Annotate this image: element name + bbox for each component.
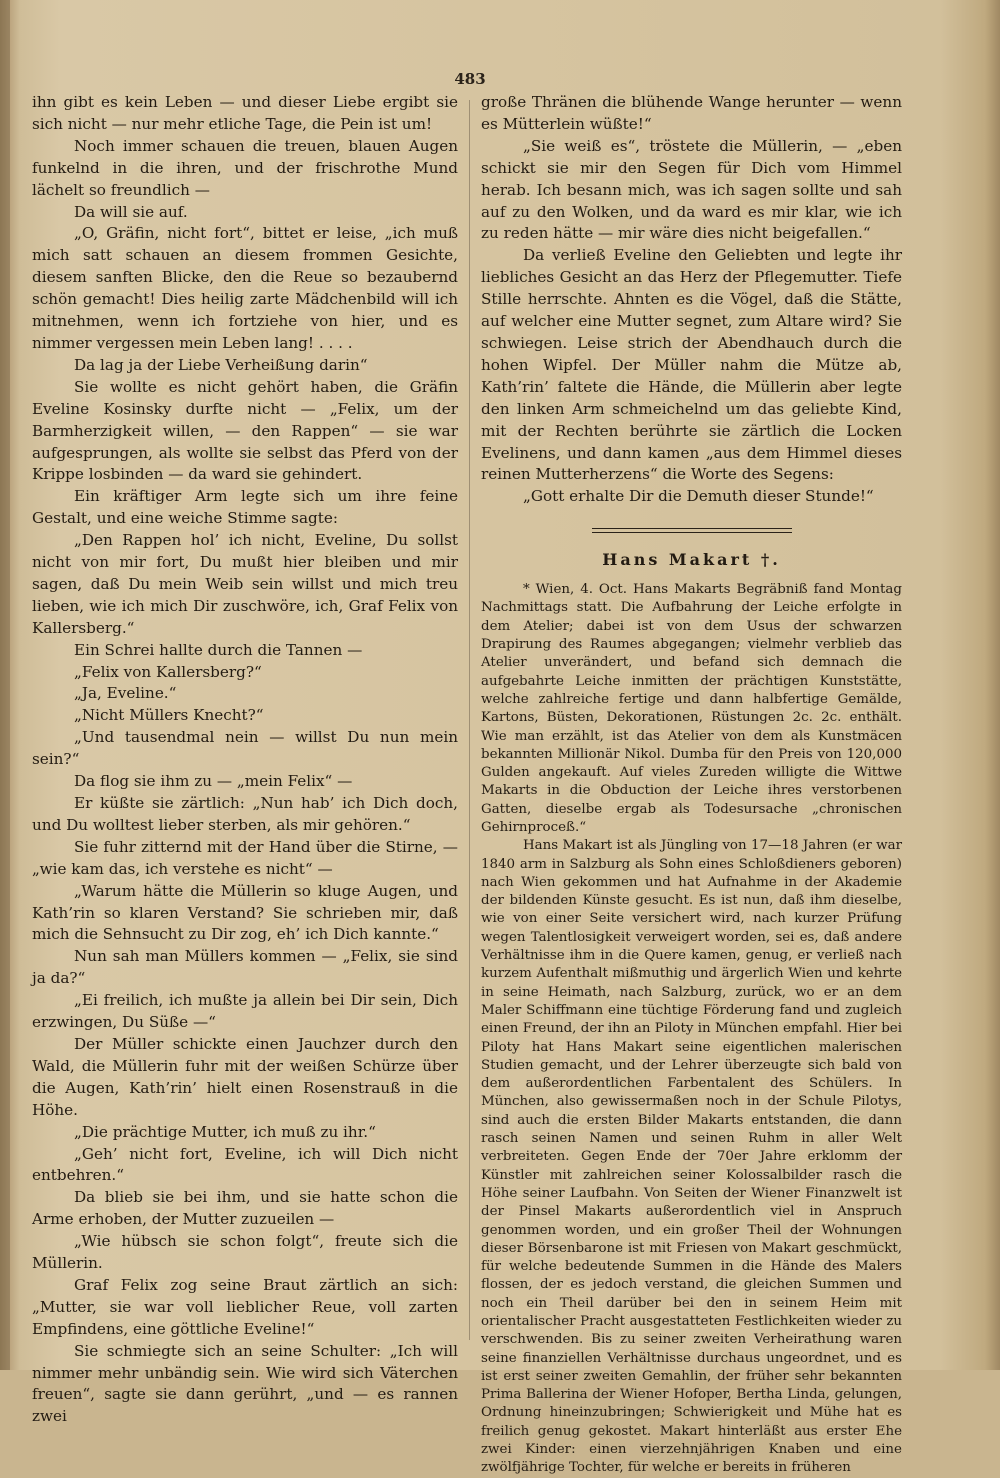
article-heading: Hans Makart †. — [602, 550, 781, 570]
paragraph: „Und tausendmal nein — willst Du nun mein sein?“ — [32, 728, 458, 769]
paragraph: Noch immer schauen die treuen, blauen Augen funkelnd in die ihren, und der frischrothe Mund lächelt so freundlich — — [32, 136, 458, 199]
right-column — [481, 92, 902, 1478]
page-binding-edge — [0, 0, 10, 1370]
paragraph: Sie schmiegte sich an seine Schulter: „Ich will nimmer mehr unbändig sein. Wie wird sich Väterchen freuen“, sagte sie dann gerührt, „und — es rannen zwei — [32, 1341, 458, 1426]
paragraph: „Felix von Kallersberg?“ — [74, 662, 262, 681]
paragraph: „Die prächtige Mutter, ich muß zu ihr.“ — [74, 1122, 376, 1141]
paragraph: „Warum hätte die Müllerin so kluge Augen, und Kath’rin so klaren Verstand? Sie schrieben mir, daß mich die Sehnsucht zu Dir zog, eh’ ich Dich kannte.“ — [32, 881, 458, 944]
paragraph: Sie wollte es nicht gehört haben, die Gräfin Eveline Kosinsky durfte nicht — „Felix, um der Barmherzigkeit willen, — den Rappen“ — sie war aufgesprungen, als wollte sie selbst das Pferd von der Krippe losbinden — da ward sie gehindert. — [32, 377, 458, 484]
paragraph: Ein Schrei hallte durch die Tannen — — [74, 640, 363, 659]
page-number: 483 — [454, 70, 486, 88]
paragraph: Nun sah man Müllers kommen — „Felix, sie sind ja da?“ — [32, 947, 458, 988]
paragraph: „Sie weiß es“, tröstete die Müllerin, — „eben schickt sie mir den Segen für Dich vom Himmel herab. Ich besann mich, was ich sagen sollte und sah auf zu den Wolken, und da ward es mir klar, wie ich zu reden hätte — mir wäre dies nicht beigefallen.“ — [481, 136, 902, 243]
paragraph: Sie fuhr zitternd mit der Hand über die Stirne, — „wie kam das, ich verstehe es nicht“ — — [32, 837, 458, 878]
left-column-story — [32, 92, 458, 1428]
paragraph: „Wie hübsch sie schon folgt“, freute sich die Müllerin. — [32, 1232, 458, 1273]
story-continuation — [481, 92, 902, 508]
paragraph: Der Müller schickte einen Jauchzer durch den Wald, die Müllerin fuhr mit der weißen Schürze über die Augen, Kath’rin’ hielt einen Rosenstrauß in die Höhe. — [32, 1034, 458, 1119]
paragraph: Hans Makart ist als Jüngling von 17—18 Jahren (er war 1840 arm in Salzburg als Sohn eines Schloßdieners geboren) nach Wien gekommen und hat Aufnahme in der Akademie der bildenden Künste gesucht. Es ist nun, daß ihm dieselbe, wie von einer Seite versichert wird, nach kurzer Prüfung wegen Talentlosigkeit verweigert worden, sei es, daß andere Verhältnisse ihm in die Quere kamen, genug, er verließ nach kurzem Aufenthalt mißmuthig und ärgerlich Wien und kehrte in seine Heimath, nach Salzburg, zurück, wo er an dem Maler Schiffmann eine tüchtige Förderung fand und zugleich einen Freund, der ihn an Piloty in München empfahl. Hier bei Piloty hat Hans Makart seine eigentlichen malerischen Studien gemacht, und der Lehrer überzeugte sich bald von dem außerordentlichen Farbentalent des Schülers. In München, also gewissermaßen noch in der Schule Pilotys, sind auch die ersten Bilder Makarts entstanden, die dann rasch seinen Namen und seinen Ruhm in aller Welt verbreiteten. Gegen Ende der 70er Jahre erklomm der Künstler mit zahlreichen seiner Kolossalbilder rasch die Höhe seiner Laufbahn. Von Seiten der Wiener Finanzwelt ist der Pinsel Makarts außerordentlich viel in Anspruch genommen worden, und ein großer Theil der Wohnungen dieser Börsenbarone ist mit Friesen von Makart geschmückt, für welche bedeutende Summen in die Hände des Malers flossen, der es jedoch verstand, die gleichen Summen und noch ein Theil darüber bei den in seinem Heim mit orientalischer Pracht ausgestatteten Festlichkeiten wieder zu verschwenden. Bis zu seiner zweiten Verheirathung waren seine finanziellen Verhältnisse durchaus ungeordnet, und es ist erst seiner zweiten Gemahlin, der früher sehr bekannten Prima Ballerina der Wiener Hofoper, Bertha Linda, gelungen, Ordnung hineinzubringen; Schwierigkeit und Mühe hat es freilich genug gekostet. Makart hinterläßt aus erster Ehe zwei Kinder: einen vierzehnjährigen Knaben und eine zwölfjährige Tochter, für welche er bereits in früheren — [481, 838, 902, 1476]
paragraph: Ein kräftiger Arm legte sich um ihre feine Gestalt, und eine weiche Stimme sagte: — [32, 487, 458, 528]
paragraph: „Ja, Eveline.“ — [74, 684, 177, 703]
paragraph: Da will sie auf. — [74, 202, 188, 221]
section-separator — [592, 528, 792, 533]
paragraph: „Geh’ nicht fort, Eveline, ich will Dich nicht entbehren.“ — [32, 1144, 458, 1185]
paragraph: „Gott erhalte Dir die Demuth dieser Stunde!“ — [523, 487, 874, 506]
paragraph: Da lag ja der Liebe Verheißung darin“ — [74, 355, 368, 374]
paragraph: Da verließ Eveline den Geliebten und legte ihr liebliches Gesicht an das Herz der Pflegemutter. Tiefe Stille herrschte. Ahnten es die Vögel, daß die Stätte, auf welcher eine Mutter segnet, zum Altare wird? Sie schwiegen. Leise strich der Abendhauch durch die hohen Wipfel. Der Müller nahm die Mütze ab, Kath’rin’ faltete die Hände, die Müllerin aber legte den linken Arm schmeichelnd um das geliebte Kind, mit der Rechten berührte sie zärtlich die Locken Evelinens, und dann kamen „aus dem Himmel dieses reinen Mutterherzens“ die Worte des Segens: — [481, 246, 902, 484]
paragraph: „Nicht Müllers Knecht?“ — [74, 706, 264, 725]
paragraph: ihn gibt es kein Leben — und dieser Liebe ergibt sie sich nicht — nur mehr etliche Tage, die Pein ist um! — [32, 93, 458, 133]
paragraph: „Den Rappen hol’ ich nicht, Eveline, Du sollst nicht von mir fort, Du mußt hier bleiben und mir sagen, daß Du mein Weib sein willst und mich treu lieben, wie ich mich Dir zuschwöre, ich, Graf Felix von Kallersberg.“ — [32, 531, 458, 637]
column-divider — [469, 100, 470, 1340]
paragraph: * Wien, 4. Oct. Hans Makarts Begräbniß fand Montag Nachmittags statt. Die Aufbahrung der Leiche erfolgte in dem Atelier; dabei ist von dem Usus der schwarzen Drapirung des Raumes abgegangen; vielmehr verblieb das Atelier unverändert, und befand sich demnach die aufgebahrte Leiche inmitten der prächtigen Kunststätte, welche zahlreiche fertige und dann halbfertige Gemälde, Kartons, Büsten, Dekorationen, Rüstungen 2c. 2c. enthält. Wie man erzählt, ist das Atelier von dem als Kunstmäcen bekannten Millionär Nikol. Dumba für den Preis von 120,000 Gulden angekauft. Auf vieles Zureden willigte die Wittwe Makarts in die Obduction der Leiche ihres verstorbenen Gatten, dieselbe ergab als Todesursache „chronischen Gehirnproceß.“ — [481, 582, 902, 835]
paragraph: Graf Felix zog seine Braut zärtlich an sich: „Mutter, sie war voll lieblicher Reue, voll zarten Empfindens, eine göttliche Eveline!“ — [32, 1275, 458, 1338]
paragraph: Da flog sie ihm zu — „mein Felix“ — — [74, 772, 353, 791]
paragraph: Er küßte sie zärtlich: „Nun hab’ ich Dich doch, und Du wolltest lieber sterben, als mir gehören.“ — [32, 794, 458, 834]
paragraph: „Ei freilich, ich mußte ja allein bei Dir sein, Dich erzwingen, Du Süße —“ — [32, 991, 458, 1032]
paragraph: große Thränen die blühende Wange herunter — wenn es Mütterlein wüßte!“ — [481, 93, 902, 133]
paragraph: „O, Gräfin, nicht fort“, bittet er leise, „ich muß mich satt schauen an diesem frommen Gesichte, diesem sanften Blicke, den die Reue so bezaubernd schön gemacht! Dies heilig zarte Mädchenbild will ich mitnehmen, wenn ich fortziehe von hier, und es nimmer vergessen mein Leben lang! . . . . — [32, 224, 458, 352]
paragraph: Da blieb sie bei ihm, und sie hatte schon die Arme erhoben, der Mutter zuzueilen — — [32, 1188, 458, 1229]
article-body — [481, 581, 902, 1478]
